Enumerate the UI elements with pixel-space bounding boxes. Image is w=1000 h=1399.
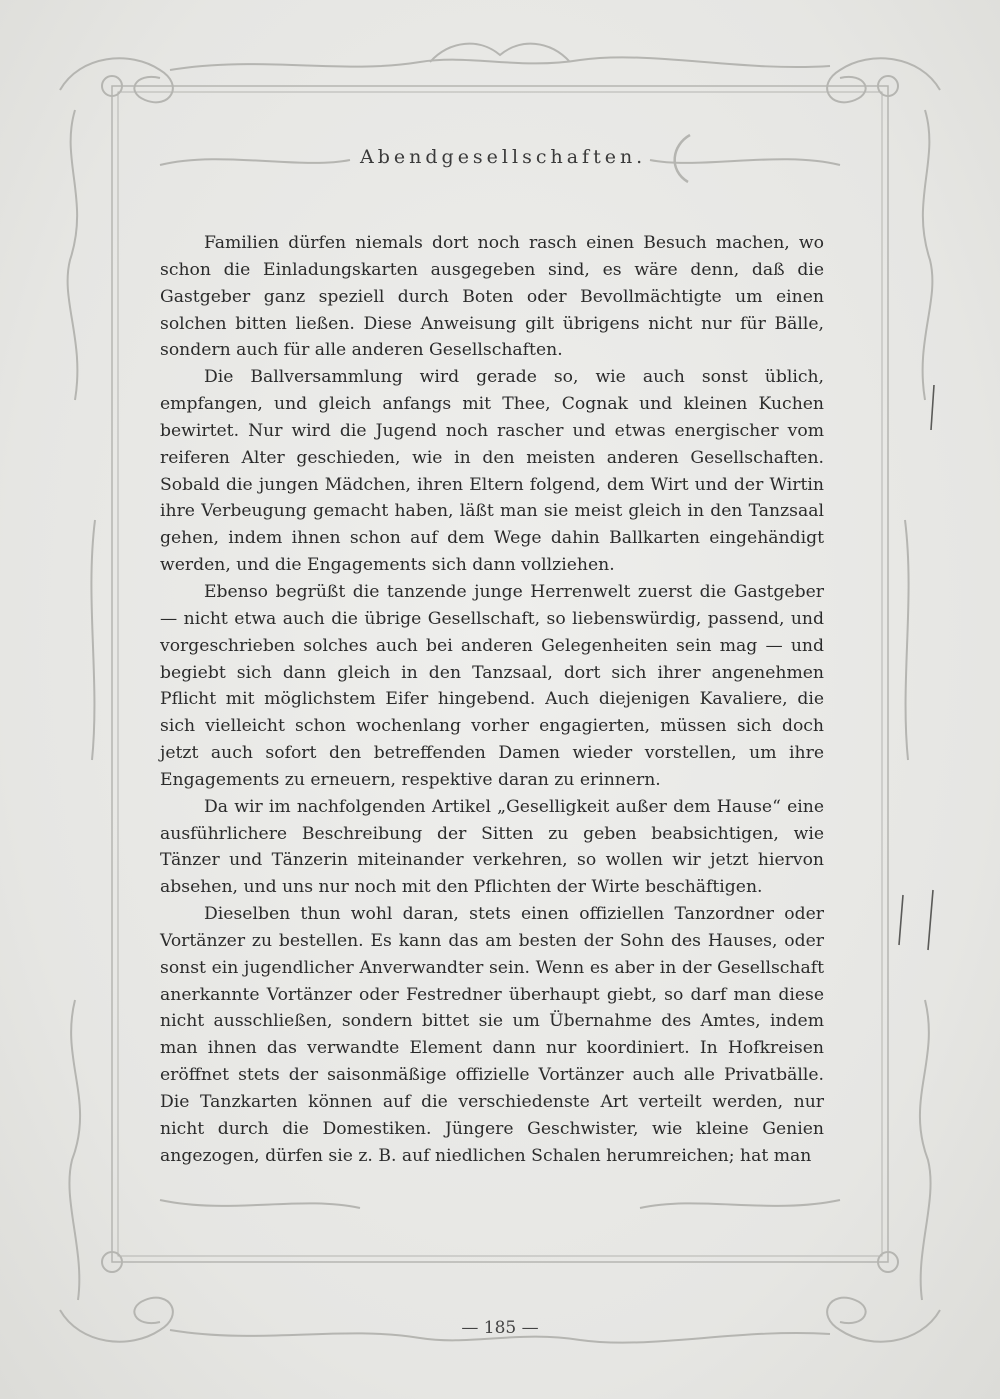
paragraph: Ebenso begrüßt die tanzende junge Herrenwelt zuerst die Gastgeber — nicht etwa auch die übrige Gesellschaft, so liebenswürdig, passend, und vorgeschrieben solches auch bei anderen Gelegenheiten sein mag — und begiebt sich dann gleich in den Tanzsaal, dort sich ihrer angenehmen Pflicht mit möglichstem Eifer hingebend. Auch diejenigen Kavaliere, die sich vielleicht schon wochenlang vorher engagierten, müssen sich doch jetzt auch sofort den betreffenden Damen wieder vorstellen, um ihre Engagements zu erneuern, respektive daran zu erinnern. (160, 581, 824, 790)
running-head: Abendgesellschaften. (360, 146, 647, 168)
paragraph: Familien dürfen niemals dort noch rasch einen Besuch machen, wo schon die Einladungskarten ausgegeben sind, es wäre denn, daß die Gastgeber ganz speziell durch Boten oder Bevollmächtigte um einen solchen bitten ließen. Diese Anweisung gilt übrigens nicht nur für Bälle, sondern auch für alle anderen Gesellschaften. (160, 233, 824, 361)
main-text (160, 230, 824, 1170)
paragraph: Da wir im nachfolgenden Artikel „Geselligkeit außer dem Hause“ eine ausführlichere Beschreibung der Sitten zu geben beabsichtigen, wie Tänzer und Tänzerin miteinander verkehren, so wollen wir jetzt hiervon absehen, und uns nur noch mit den Pflichten der Wirte beschäftigen. (160, 796, 824, 898)
paragraph: Die Ballversammlung wird gerade so, wie auch sonst üblich, empfangen, und gleich anfangs mit Thee, Cognak und kleinen Kuchen bewirtet. Nur wird die Jugend noch rascher und etwas energischer vom reiferen Alter geschieden, wie in den meisten anderen Gesellschaften. Sobald die jungen Mädchen, ihren Eltern folgend, dem Wirt und der Wirtin ihre Verbeugung gemacht haben, läßt man sie meist gleich in den Tanzsaal gehen, indem ihnen schon auf dem Wege dahin Ballkarten eingehändigt werden, und die Engagements sich dann vollziehen. (160, 367, 824, 576)
page-number: — 185 — (461, 1318, 539, 1338)
paragraph: Dieselben thun wohl daran, stets einen offiziellen Tanzordner oder Vortänzer zu bestellen. Es kann das am besten der Sohn des Hauses, oder sonst ein jugendlicher Anverwandter sein. Wenn es aber in der Gesellschaft anerkannte Vortänzer oder Festredner überhaupt giebt, so darf man diese nicht ausschließen, sondern bittet sie um Übernahme des Amtes, indem man ihnen das verwandte Element dann nur koordiniert. In Hofkreisen eröffnet stets der saisonmäßige offizielle Vortänzer auch alle Privatbälle. Die Tanzkarten können auf die verschiedenste Art verteilt werden, nur nicht durch die Domestiken. Jüngere Geschwister, wie kleine Genien angezogen, dürfen sie z. B. auf niedlichen Schalen herumreichen; hat man (160, 904, 824, 1166)
